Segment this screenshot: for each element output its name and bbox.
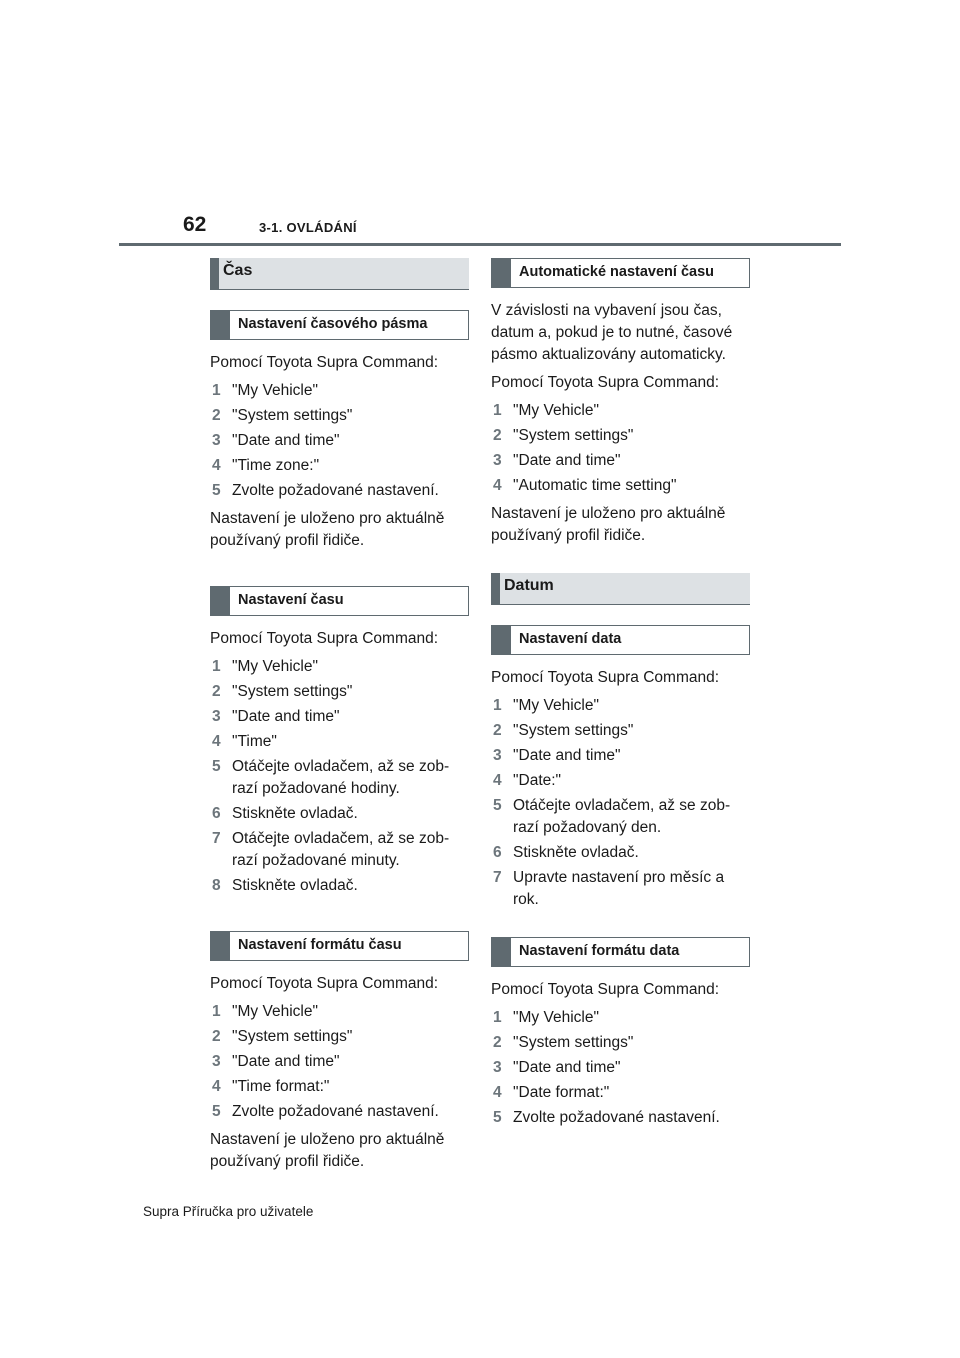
step-text: "My Vehicle" [513,697,599,714]
step-item [210,430,469,452]
step-text: "System settings" [513,1034,634,1051]
step-number: 4 [493,1084,502,1101]
step-text: "System settings" [232,683,353,700]
step-number: 4 [493,477,502,494]
step-number: 5 [212,758,221,775]
step-text: "Date and time" [232,1053,340,1070]
step-item [210,706,469,728]
chapter-title: 3-1. OVLÁDÁNÍ [259,220,357,235]
section-heading-label: Datum [504,577,554,594]
footer-text: Supra Příručka pro uživatele [143,1204,314,1219]
step-item [491,450,750,472]
step-text: Otáčejte ovladačem, až se zob-razí požadované minuty. [232,830,450,869]
step-number: 1 [493,1009,502,1026]
step-number: 3 [493,452,502,469]
step-item [491,400,750,422]
step-text: "Date and time" [232,432,340,449]
subheading-time-format [210,931,469,961]
step-text: Zvolte požadované nastavení. [232,1103,439,1120]
step-text: "My Vehicle" [232,382,318,399]
step-text: "Time zone:" [232,457,320,474]
note-text: Nastavení je uloženo pro aktuálně používaný profil řidiče. [491,505,726,544]
step-item [491,425,750,447]
step-item [491,842,750,864]
step-text: Zvolte požadované nastavení. [232,482,439,499]
step-text: "Automatic time setting" [513,477,677,494]
step-number: 7 [212,830,221,847]
step-item [491,695,750,717]
step-text: "System settings" [513,722,634,739]
step-text: "My Vehicle" [513,402,599,419]
step-item [491,795,750,839]
description-text: V závislosti na vybavení jsou čas, datum a, pokud je to nutné, časové pásmo aktualizovány automaticky. [491,302,733,363]
step-text: "System settings" [232,1028,353,1045]
section-heading-time [210,258,469,290]
step-number: 1 [212,1003,221,1020]
step-item [491,1032,750,1054]
step-item [491,867,750,911]
step-text: "Date and time" [232,708,340,725]
step-number: 1 [212,658,221,675]
step-text: Stiskněte ovladač. [513,844,639,861]
step-item [210,1101,469,1123]
subheading-auto-time [491,258,750,288]
right-column [491,258,750,1135]
step-item [210,875,469,897]
step-number: 3 [493,1059,502,1076]
step-item [210,1001,469,1023]
step-number: 2 [212,407,221,424]
step-number: 5 [212,482,221,499]
steps-list [491,400,750,497]
step-text: "Date and time" [513,452,621,469]
step-item [491,1107,750,1129]
note-text: Nastavení je uloženo pro aktuálně používaný profil řidiče. [210,1131,445,1170]
step-item [491,1057,750,1079]
step-text: "Time" [232,733,277,750]
step-text: "Date and time" [513,747,621,764]
step-number: 4 [212,1078,221,1095]
step-text: "My Vehicle" [232,1003,318,1020]
steps-list [210,1001,469,1123]
note-text: Nastavení je uloženo pro aktuálně používaný profil řidiče. [210,510,445,549]
step-number: 2 [493,722,502,739]
intro-text: Pomocí Toyota Supra Command: [491,374,720,391]
intro-text: Pomocí Toyota Supra Command: [210,630,439,647]
step-item [210,455,469,477]
step-text: Zvolte požadované nastavení. [513,1109,720,1126]
step-number: 5 [212,1103,221,1120]
step-number: 5 [493,1109,502,1126]
step-text: "Time format:" [232,1078,330,1095]
step-number: 4 [212,457,221,474]
step-number: 4 [212,733,221,750]
step-item [210,1051,469,1073]
step-text: "Date:" [513,772,562,789]
left-column [210,258,469,1179]
step-text: "My Vehicle" [232,658,318,675]
subheading-date-format [491,937,750,967]
step-text: Upravte nastavení pro měsíc a rok. [513,869,725,908]
subheading-label: Nastavení času [238,592,344,608]
step-number: 4 [493,772,502,789]
steps-list [491,695,750,911]
step-item [210,803,469,825]
step-item [210,756,469,800]
step-item [210,656,469,678]
step-item [210,731,469,753]
intro-text: Pomocí Toyota Supra Command: [491,981,720,998]
steps-list [210,656,469,897]
step-item [210,828,469,872]
step-number: 5 [493,797,502,814]
subheading-label: Nastavení formátu data [519,943,680,959]
subheading-date [491,625,750,655]
step-item [210,1026,469,1048]
step-item [491,745,750,767]
step-item [210,1076,469,1098]
header-rule [119,243,841,246]
step-number: 6 [212,805,221,822]
step-text: Stiskněte ovladač. [232,877,358,894]
step-number: 3 [212,708,221,725]
subheading-label: Nastavení formátu času [238,937,402,953]
intro-text: Pomocí Toyota Supra Command: [210,354,439,371]
step-text: "Date format:" [513,1084,610,1101]
step-number: 3 [212,1053,221,1070]
subheading-time [210,586,469,616]
step-text: "Date and time" [513,1059,621,1076]
step-text: Otáčejte ovladačem, až se zob-razí požadované hodiny. [232,758,450,797]
step-number: 3 [212,432,221,449]
step-number: 2 [212,1028,221,1045]
step-text: Stiskněte ovladač. [232,805,358,822]
step-item [210,681,469,703]
subheading-label: Nastavení data [519,631,622,647]
step-number: 1 [493,697,502,714]
step-text: "System settings" [513,427,634,444]
section-heading-date [491,573,750,605]
step-number: 7 [493,869,502,886]
step-item [491,1082,750,1104]
intro-text: Pomocí Toyota Supra Command: [210,975,439,992]
step-item [210,380,469,402]
subheading-label: Automatické nastavení času [519,264,715,280]
page-number: 62 [183,213,207,236]
step-number: 6 [493,844,502,861]
step-number: 8 [212,877,221,894]
step-item [491,1007,750,1029]
step-number: 1 [212,382,221,399]
step-text: Otáčejte ovladačem, až se zob-razí požadovaný den. [513,797,731,836]
step-number: 2 [493,1034,502,1051]
steps-list [210,380,469,502]
section-heading-label: Čas [223,262,253,279]
step-item [210,480,469,502]
subheading-time-zone [210,310,469,340]
step-item [491,770,750,792]
step-text: "My Vehicle" [513,1009,599,1026]
step-number: 2 [493,427,502,444]
step-text: "System settings" [232,407,353,424]
steps-list [491,1007,750,1129]
subheading-label: Nastavení časového pásma [238,316,428,332]
step-item [491,475,750,497]
step-number: 1 [493,402,502,419]
intro-text: Pomocí Toyota Supra Command: [491,669,720,686]
step-number: 3 [493,747,502,764]
step-item [210,405,469,427]
step-item [491,720,750,742]
step-number: 2 [212,683,221,700]
